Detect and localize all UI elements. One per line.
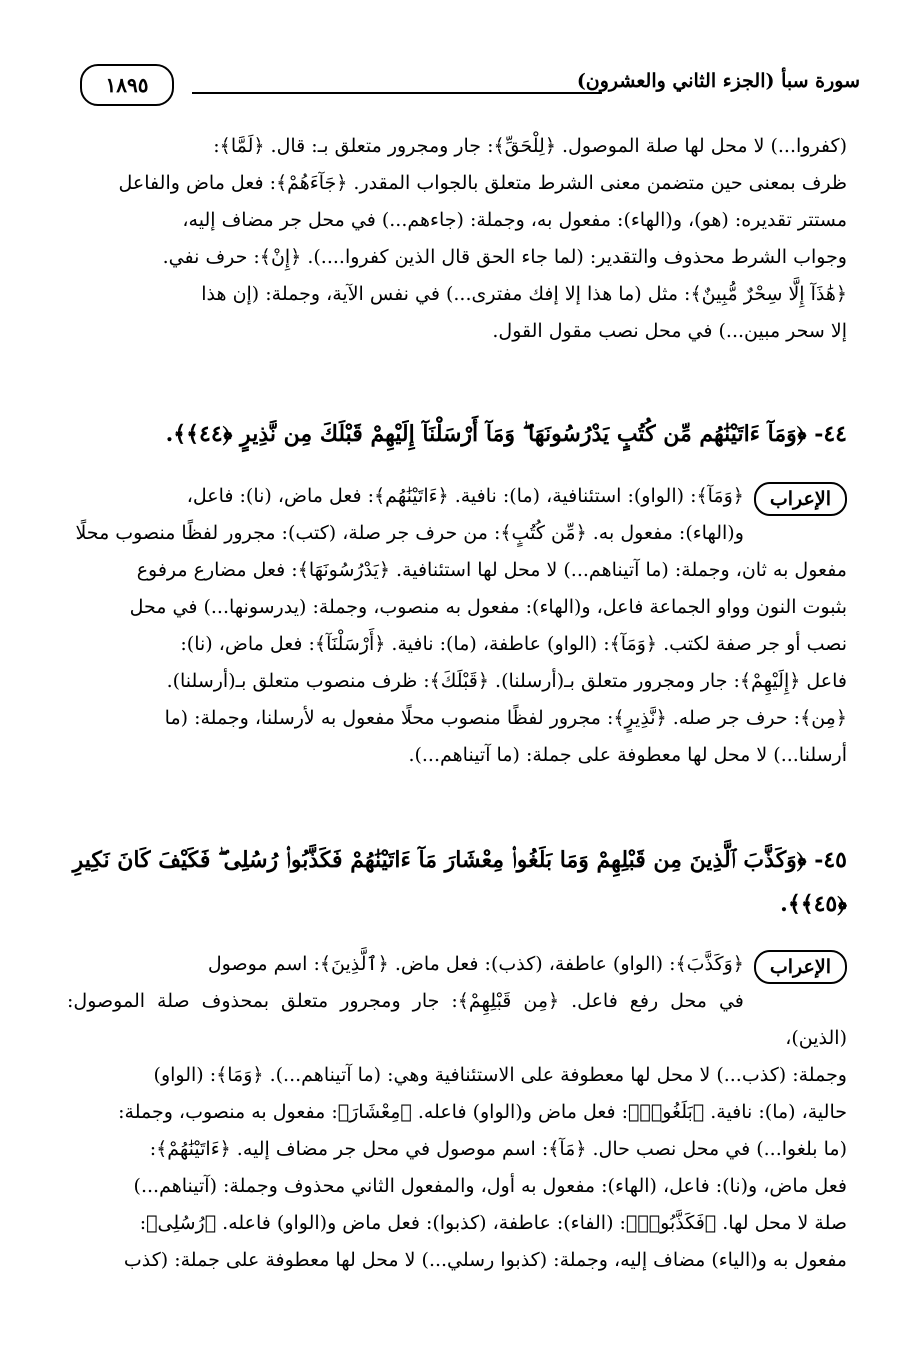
irab-line: بثبوت النون وواو الجماعة فاعل، و(الهاء): مفعول به منصوب، وجملة: (يدرسونها...) في محل <box>129 596 847 618</box>
irab-line: وجملة: (كذب...) لا محل لها معطوفة على الاستئنافية وهي: (ما آتيناهم...). ﴿وَمَا﴾: (الواو) <box>153 1064 847 1086</box>
irab-44-paragraph <box>67 478 847 774</box>
irab-line: نصب أو جر صفة لكتب. ﴿وَمَآ﴾: (الواو) عاطفة، (ما): نافية. ﴿أَرْسَلْنَآ﴾: فعل ماض، (نا): <box>180 633 847 655</box>
irab-line: ﴿مِن﴾: حرف جر صله. ﴿نَّذِيرٍ﴾: مجرور لفظًا منصوب محلًا مفعول به لأرسلنا، وجملة: (ما <box>164 707 847 729</box>
intro-line: (كفروا...) لا محل لها صلة الموصول. ﴿لِلْحَقِّ﴾: جار ومجرور متعلق بـ: قال. ﴿لَمَّا﴾: <box>213 135 847 157</box>
irab-line: في محل رفع فاعل. ﴿مِن قَبْلِهِمْ﴾: جار ومجرور متعلق بمحذوف صلة الموصول: (الذين)، <box>67 990 847 1049</box>
irab-45-paragraph <box>67 946 847 1279</box>
intro-line: مستتر تقديره: (هو)، و(الهاء): مفعول به، وجملة: (جاءهم...) في محل جر مضاف إليه، <box>182 209 847 231</box>
irab-line: فعل ماض، و(نا): فاعل، (الهاء): مفعول به أول، والمفعول الثاني محذوف وجملة: (آتيناهم...) <box>133 1175 847 1197</box>
intro-line: ظرف بمعنى حين متضمن معنى الشرط متعلق بالجواب المقدر. ﴿جَآءَهُمْ﴾: فعل ماض والفاعل <box>118 172 847 194</box>
intro-paragraph <box>67 128 847 350</box>
irab-line: ﴿وَمَآ﴾: (الواو): استئنافية، (ما): نافية. ﴿ءَاتَيْنَٰهُم﴾: فعل ماض، (نا): فاعل، <box>186 485 744 507</box>
irab-line: و(الهاء): مفعول به. ﴿مِّن كُتُبٍ﴾: من حرف جر صلة، (كتب): مجرور لفظًا منصوب محلًا <box>75 522 744 544</box>
running-title: سورة سبأ (الجزء الثاني والعشرون) <box>576 70 860 92</box>
irab-label: الإعراب <box>754 950 847 984</box>
irab-line: أرسلنا...) لا محل لها معطوفة على جملة: (ما آتيناهم...). <box>408 744 847 766</box>
page-header <box>80 60 860 110</box>
irab-line: فاعل ﴿إِلَيْهِمْ﴾: جار ومجرور متعلق بـ(أرسلنا). ﴿قَبْلَكَ﴾: ظرف منصوب متعلق بـ(أرسلنا). <box>166 670 847 692</box>
header-rule <box>192 92 602 94</box>
intro-line: إلا سحر مبين...) في محل نصب مقول القول. <box>492 320 847 342</box>
irab-label: الإعراب <box>754 482 847 516</box>
verse-45 <box>67 838 847 926</box>
irab-line: (ما بلغوا...) في محل نصب حال. ﴿مَآ﴾: اسم موصول في محل جر مضاف إليه. ﴿ءَاتَيْنَٰهُمْ﴾: <box>149 1138 847 1160</box>
verse-number: ٤٥- <box>814 847 847 873</box>
irab-line: صلة لا محل لها. ﴿فَكَذَّبُوا۟﴾: (الفاء): عاطفة، (كذبوا): فعل ماض و(الواو) فاعله. ﴿رُسُلِى﴾: <box>139 1212 847 1234</box>
intro-line: وجواب الشرط محذوف والتقدير: (لما جاء الحق قال الذين كفروا....). ﴿إِنْ﴾: حرف نفي. <box>162 246 847 268</box>
page-number: ١٨٩٥ <box>80 64 174 106</box>
irab-line: ﴿وَكَذَّبَ﴾: (الواو) عاطفة، (كذب): فعل ماض. ﴿ٱلَّذِينَ﴾: اسم موصول <box>207 953 744 975</box>
irab-line: حالية، (ما): نافية. ﴿بَلَغُوا۟﴾: فعل ماض و(الواو) فاعله. ﴿مِعْشَارَ﴾: مفعول به منصوب، وجملة: <box>118 1101 847 1123</box>
intro-line: ﴿هَٰذَآ إِلَّا سِحْرٌ مُّبِينٌ﴾: مثل (ما هذا إلا إفك مفترى...) في نفس الآية، وجملة: (إن هذا <box>201 283 847 305</box>
verse-44 <box>67 412 847 456</box>
irab-line: مفعول به ثان، وجملة: (ما آتيناهم...) لا محل لها استئنافية. ﴿يَدْرُسُونَهَا﴾: فعل مضارع مرفوع <box>136 559 847 581</box>
verse-number: ٤٤- <box>814 421 847 447</box>
verse-text: ﴿وَكَذَّبَ ٱلَّذِينَ مِن قَبْلِهِمْ وَمَا بَلَغُوا۟ مِعْشَارَ مَآ ءَاتَيْنَٰهُمْ فَكَذَّبُوا۟ رُسُلِى ۖ فَكَيْفَ كَانَ نَكِيرِ ﴿٤٥﴾﴾. <box>72 847 847 917</box>
verse-text: ﴿وَمَآ ءَاتَيْنَٰهُم مِّن كُتُبٍ يَدْرُسُونَهَا ۖ وَمَآ أَرْسَلْنَآ إِلَيْهِمْ قَبْلَكَ مِن نَّذِيرٍ ﴿٤٤﴾﴾. <box>165 421 807 447</box>
irab-line: مفعول به و(الياء) مضاف إليه، وجملة: (كذبوا رسلي...) لا محل لها معطوفة على جملة: (كذب <box>123 1249 847 1271</box>
